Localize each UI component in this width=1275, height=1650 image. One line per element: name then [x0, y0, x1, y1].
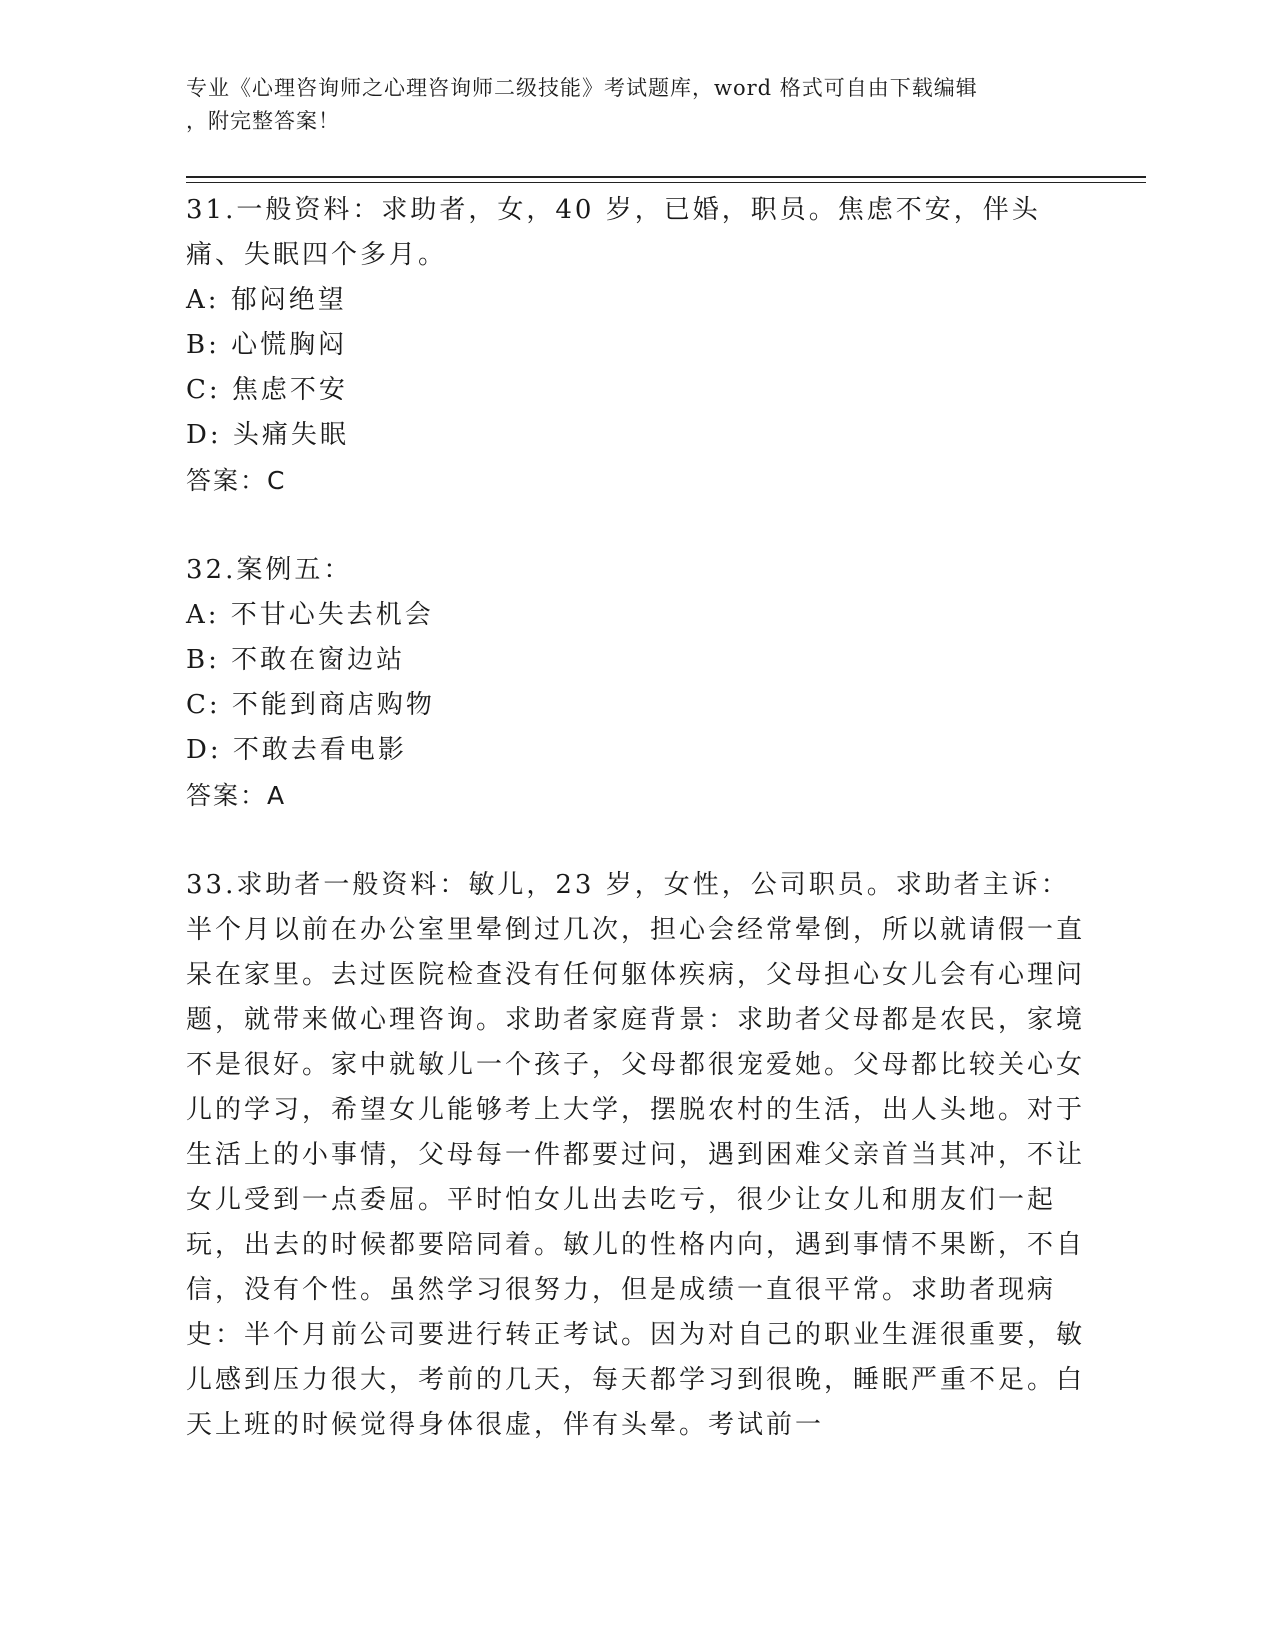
question-spacer	[186, 818, 1086, 863]
option-b: B: 不敢在窗边站	[186, 645, 406, 675]
question-spacer	[186, 503, 1086, 548]
page-header	[186, 72, 1066, 138]
option-c: C: 不能到商店购物	[186, 690, 435, 720]
header-rule-thin	[186, 182, 1146, 183]
question-31	[186, 188, 1086, 503]
question-list	[186, 188, 1086, 1448]
header-line-1: 专业《心理咨询师之心理咨询师二级技能》考试题库，word 格式可自由下载编辑	[186, 76, 978, 100]
option-a: A: 郁闷绝望	[186, 285, 347, 315]
question-stem: 32.案例五：	[186, 555, 353, 585]
question-stem: 33.求助者一般资料：敏儿，23 岁，女性，公司职员。求助者主诉：半个月以前在办公室里晕倒过几次，担心会经常晕倒，所以就请假一直呆在家里。去过医院检查没有任何躯体疾病，父母担心女儿会有心理问题，就带来做心理咨询。求助者家庭背景：求助者父母都是农民，家境不是很好。家中就敏儿一个孩子，父母都很宠爱她。父母都比较关心女儿的学习，希望女儿能够考上大学，摆脱农村的生活，出人头地。对于生活上的小事情，父母每一件都要过问，遇到困难父亲首当其冲，不让女儿受到一点委屈。平时怕女儿出去吃亏，很少让女儿和朋友们一起玩，出去的时候都要陪同着。敏儿的性格内向，遇到事情不果断，不自信，没有个性。虽然学习很努力，但是成绩一直很平常。求助者现病史：半个月前公司要进行转正考试。因为对自己的职业生涯很重要，敏儿感到压力很大，考前的几天，每天都学习到很晚，睡眠严重不足。白天上班的时候觉得身体很虚，伴有头晕。考试前一	[186, 870, 1086, 1440]
option-d: D: 不敢去看电影	[186, 735, 407, 765]
option-b: B: 心慌胸闷	[186, 330, 348, 360]
answer-line: 答案：C	[186, 466, 287, 495]
header-rule-thick	[186, 176, 1146, 178]
question-stem: 31.一般资料：求助者，女，40 岁，已婚，职员。焦虑不安，伴头痛、失眠四个多月。	[186, 195, 1041, 270]
answer-line: 答案：A	[186, 781, 287, 810]
option-a: A: 不甘心失去机会	[186, 600, 434, 630]
question-33	[186, 863, 1086, 1448]
header-line-2: ，附完整答案！	[186, 109, 340, 133]
option-d: D: 头痛失眠	[186, 420, 349, 450]
option-c: C: 焦虑不安	[186, 375, 348, 405]
question-32	[186, 548, 1086, 818]
